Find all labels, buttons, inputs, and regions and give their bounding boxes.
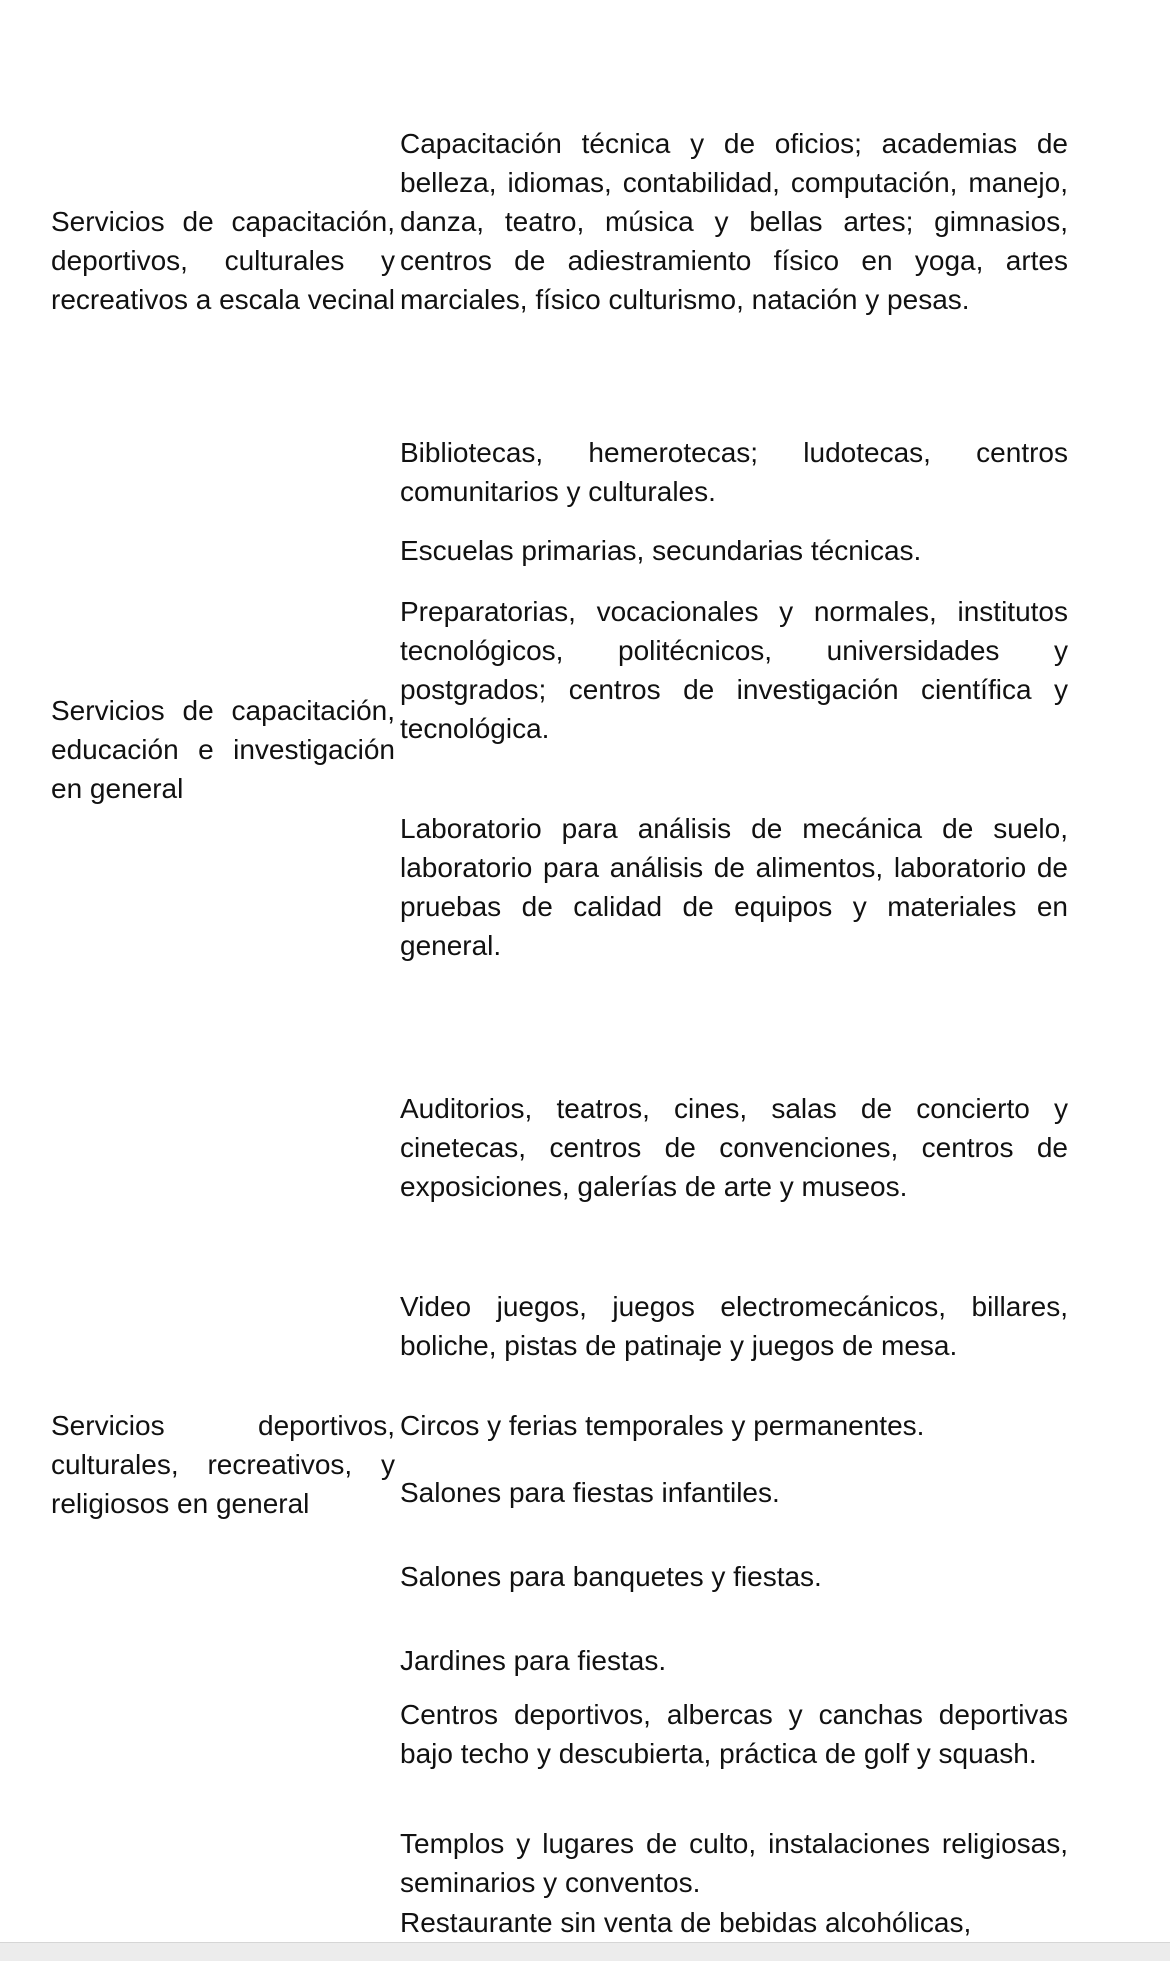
category-label: Servicios de capacitación, deportivos, culturales y recreativos a escala vecinal [51,206,395,315]
use-description: Bibliotecas, hemerotecas; ludotecas, centros comunitarios y culturales. [400,437,1068,507]
bottom-scrollbar-track[interactable] [0,1942,1170,1961]
use-description: Auditorios, teatros, cines, salas de concierto y cinetecas, centros de convenciones, centros de exposiciones, galerías de arte y museos. [400,1093,1068,1202]
use-description: Escuelas primarias, secundarias técnicas. [400,535,922,566]
use-description: Restaurante sin venta de bebidas alcohólicas, [400,1907,972,1938]
use-description: Laboratorio para análisis de mecánica de suelo, laboratorio para análisis de alimentos, laboratorio de pruebas de calidad de equipos y materiales en general. [400,813,1068,961]
category-label: Servicios deportivos, culturales, recreativos, y religiosos en general [51,1410,395,1519]
use-description: Salones para banquetes y fiestas. [400,1561,822,1592]
use-description: Video juegos, juegos electromecánicos, billares, boliche, pistas de patinaje y juegos de mesa. [400,1291,1068,1361]
use-description: Centros deportivos, albercas y canchas deportivas bajo techo y descubierta, práctica de golf y squash. [400,1699,1068,1769]
use-description: Capacitación técnica y de oficios; academias de belleza, idiomas, contabilidad, computación, manejo, danza, teatro, música y bellas artes; gimnasios, centros de adiestramiento físico en yoga, artes marciales, físico culturismo, natación y pesas. [400,128,1068,315]
use-description: Circos y ferias temporales y permanentes. [400,1410,925,1441]
use-description: Jardines para fiestas. [400,1645,667,1676]
use-description: Preparatorias, vocacionales y normales, institutos tecnológicos, politécnicos, universidades y postgrados; centros de investigación científica y tecnológica. [400,596,1068,744]
use-description: Salones para fiestas infantiles. [400,1477,780,1508]
category-label: Servicios de capacitación, educación e investigación en general [51,695,395,804]
use-description: Templos y lugares de culto, instalaciones religiosas, seminarios y conventos. [400,1828,1068,1898]
